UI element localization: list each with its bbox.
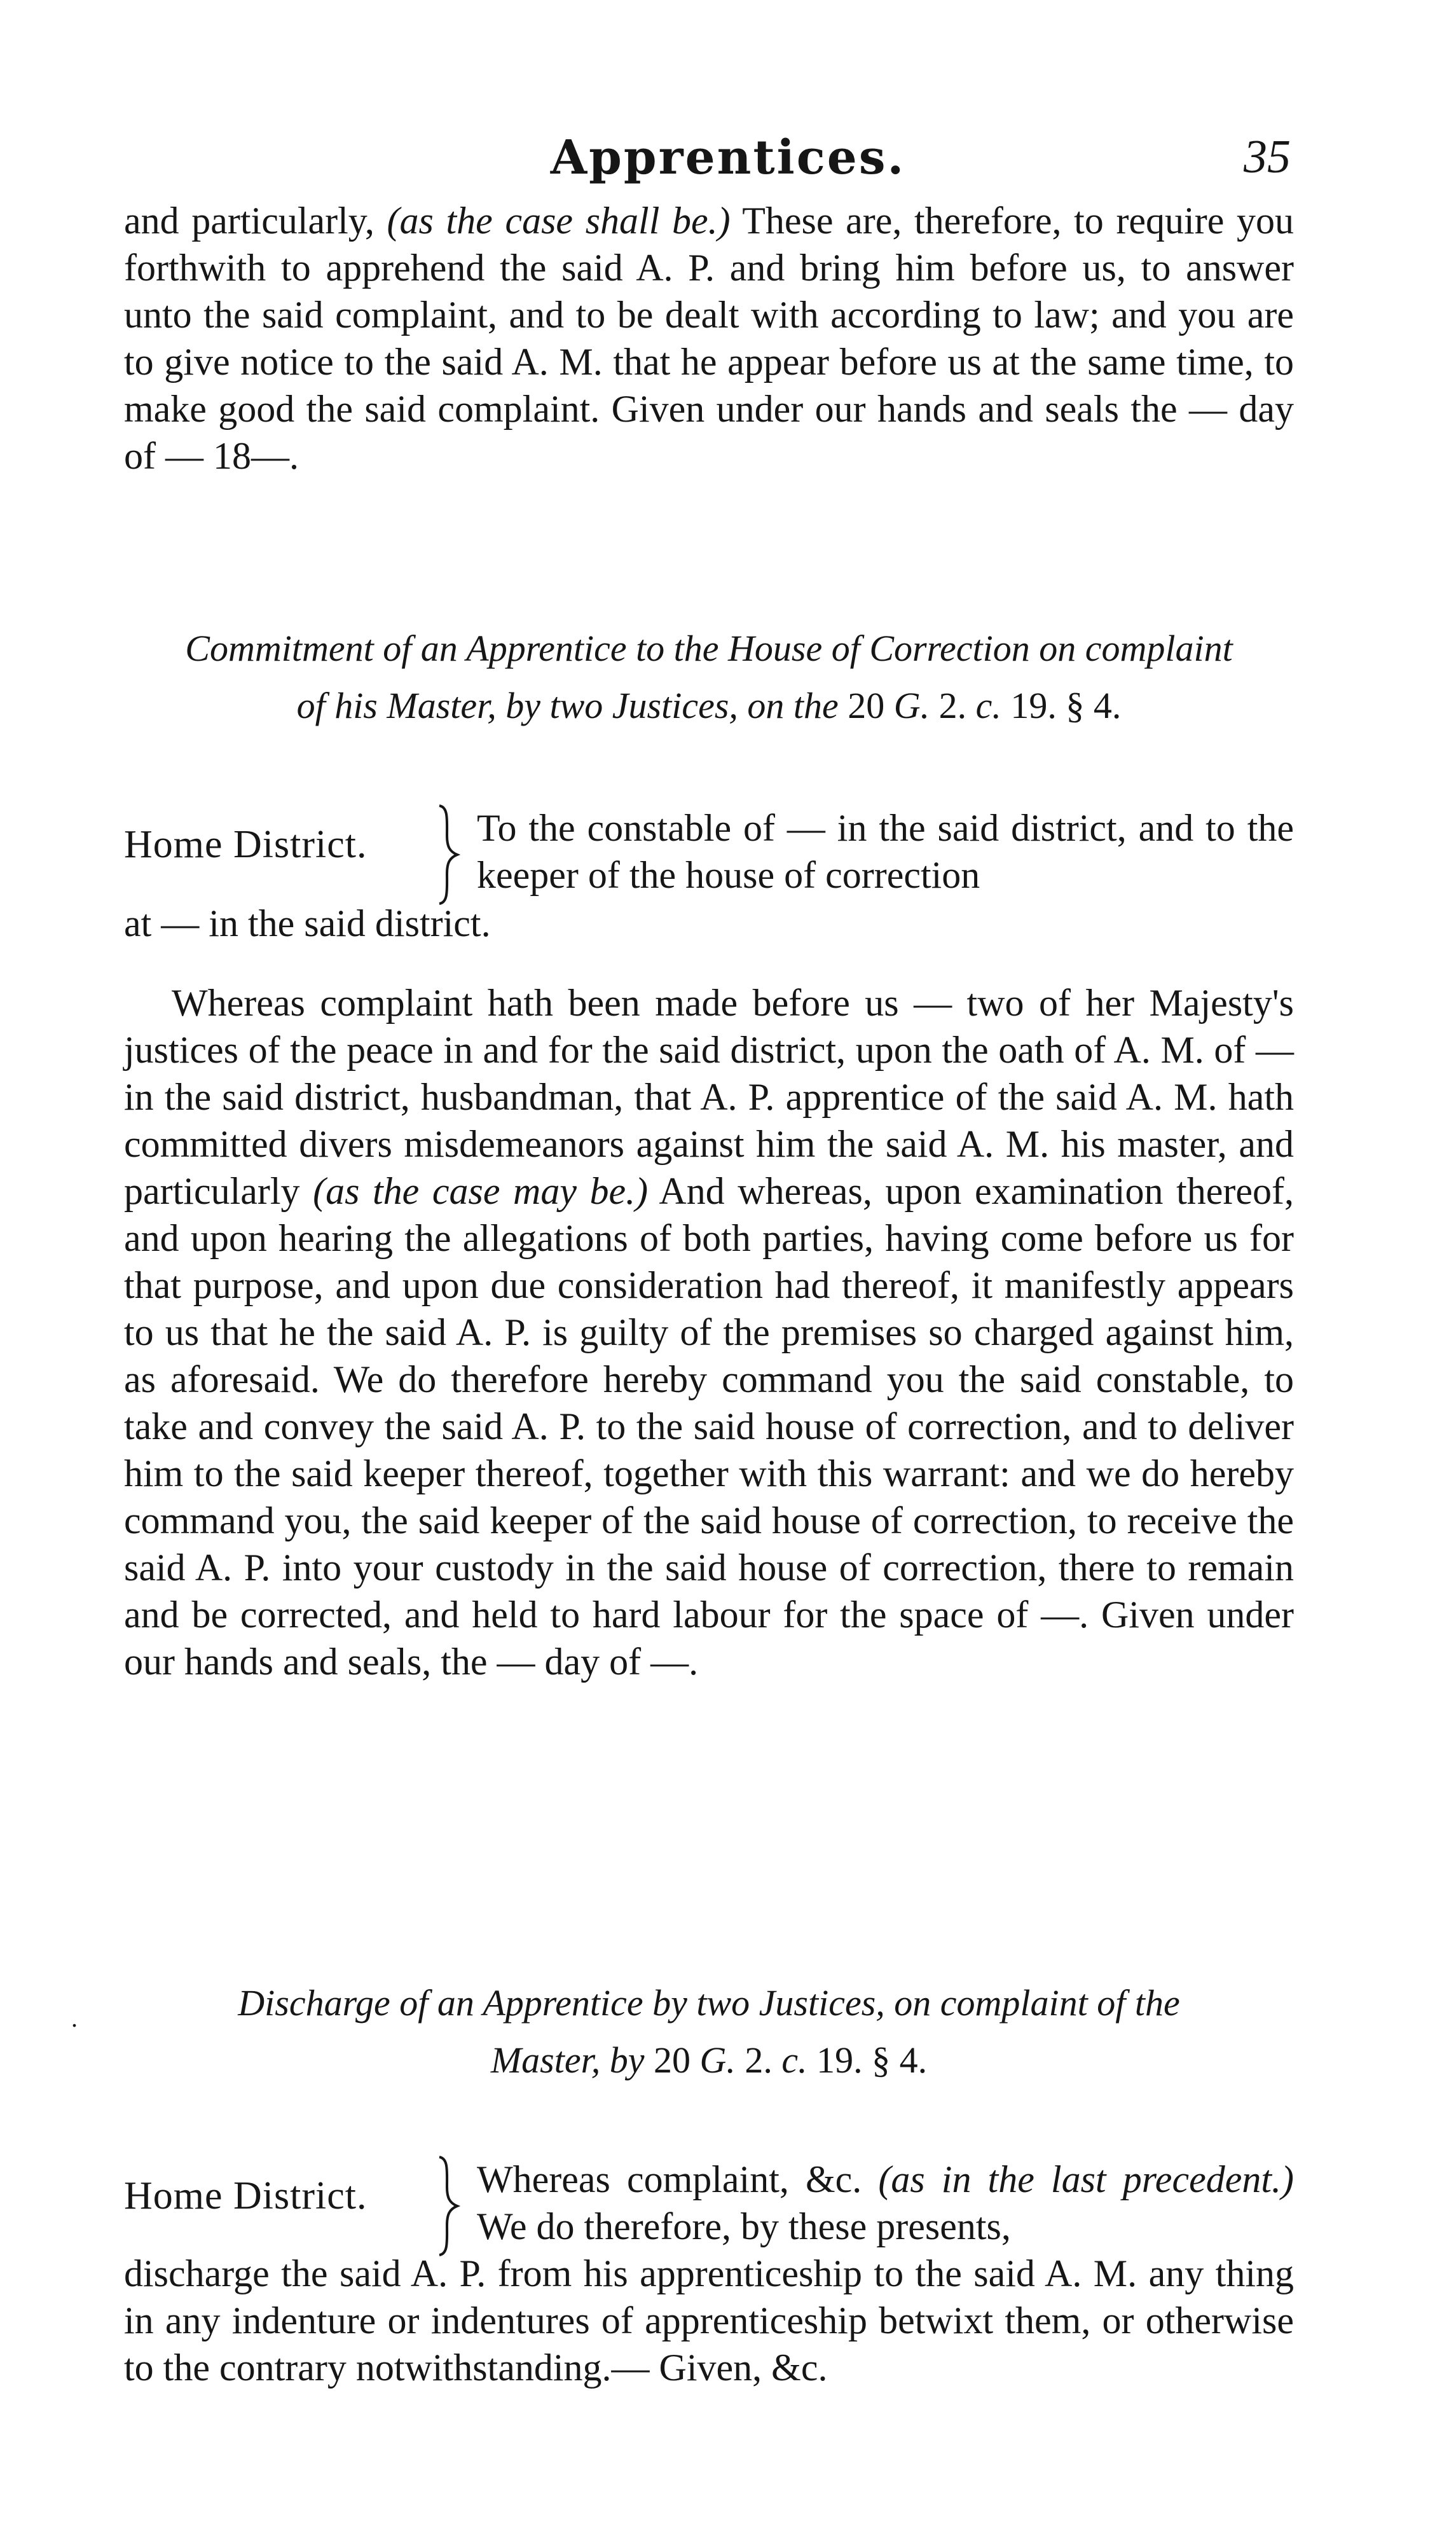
heading1-line1: Commitment of an Apprentice to the House of Correction on complaint xyxy=(185,628,1233,669)
heading1-line2: of his Master, by two Justices, on the 20 G. 2. c. 19. § 4. xyxy=(296,685,1122,726)
district-caption-1 xyxy=(124,804,1294,900)
discharge-text: discharge the said A. P. from his apprenticeship to the said A. M. any thing in any indenture or indentures of apprenticeship betwixt them, or otherwise to the contrary notwithstanding.— Given, &c. xyxy=(124,2252,1294,2389)
para1-italic-aside: (as the case shall be.) xyxy=(387,200,731,242)
page-header xyxy=(0,130,1456,200)
brace-icon xyxy=(428,2152,466,2260)
district-recital: Whereas complaint, &c. (as in the last precedent.) We do therefore, by these presents, xyxy=(477,2158,1294,2247)
margin-mark: . xyxy=(71,2004,78,2032)
district-caption-2 xyxy=(124,2156,1294,2251)
district-address-continued: at — in the said district. xyxy=(124,902,491,944)
district-address: To the constable of — in the said district, and to the keeper of the house of correction xyxy=(477,807,1294,896)
para2-italic-aside: (as the case may be.) xyxy=(313,1170,649,1212)
paragraph-continuation xyxy=(124,197,1294,479)
para2-text-start: Whereas complaint hath been made before us — two of her Majesty's justices of the peace in and for the said district, upon the oath of A. M. of — in the said district, husbandman, that A. P. apprentice of the said A. M. hath committed divers misdemeanors against him the said A. M. his master, and particularly xyxy=(124,982,1294,1212)
brace-icon xyxy=(428,801,466,909)
page-number: 35 xyxy=(1244,131,1291,183)
heading-commitment xyxy=(124,620,1294,734)
heading2-line2: Master, by 20 G. 2. c. 19. § 4. xyxy=(490,2039,928,2081)
para1-text-start: and particularly, xyxy=(124,200,387,242)
heading2-line1: Discharge of an Apprentice by two Justices, on complaint of the xyxy=(238,1982,1180,2024)
running-title: Apprentices. xyxy=(550,130,906,185)
para2-text-end: And whereas, upon examination thereof, and upon hearing the allegations of both parties, having come before us for that purpose, and upon due consideration had thereof, it manifestly appears to us that he the said A. P. is guilty of the premises so charged against him, as aforesaid. We do therefore hereby command you the said constable, to take and convey the said A. P. to the said house of correction, and to deliver him to the said keeper thereof, together with this warrant: and we do hereby command you, the said keeper of the said house of correction, to receive the said A. P. into your custody in the said house of correction, there to remain and be corrected, and held to hard labour for the space of —. Given under our hands and seals, the — day of —. xyxy=(124,1170,1294,1683)
heading-discharge xyxy=(124,1975,1294,2089)
para1-text-end: These are, therefore, to require you forthwith to apprehend the said A. P. and bring him before us, to answer unto the said complaint, and to be dealt with according to law; and you are to give notice to the said A. M. that he appear before us at the same time, to make good the said complaint. Given under our hands and seals the — day of — 18—. xyxy=(124,200,1294,477)
paragraph-commitment xyxy=(124,979,1294,1685)
district-label: Home District. xyxy=(124,823,367,866)
district-label: Home District. xyxy=(124,2174,367,2217)
